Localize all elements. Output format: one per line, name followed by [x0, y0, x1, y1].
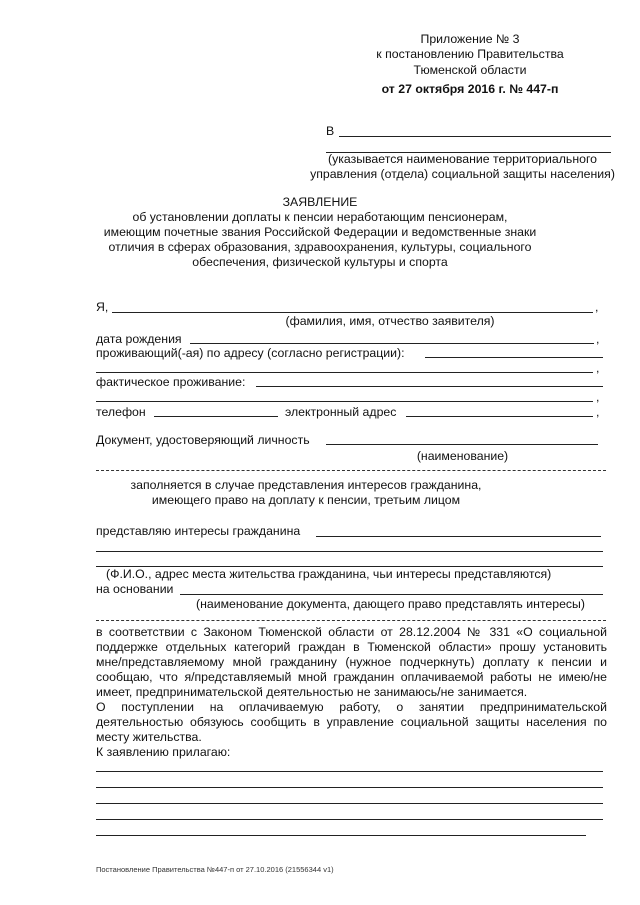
attachment-line-2[interactable]: [96, 787, 603, 788]
identity-document-hint: (наименование): [416, 449, 509, 463]
registration-address-line-1[interactable]: [425, 357, 603, 358]
body-p1-line-3: мне/представляемому мной гражданину (нужное подчеркнуть) доплату к пенсии и: [96, 655, 607, 669]
resolution-line: к постановлению Правительства: [376, 47, 564, 61]
actual-residence-label: фактическое проживание:: [96, 375, 246, 389]
subject-line-2: имеющим почетные звания Российской Федерации и ведомственные знаки: [103, 225, 537, 239]
attachments-label: К заявлению прилагаю:: [96, 745, 231, 759]
body-p2-line-2: деятельностью обязуюсь сообщить в управление социальной защиты населения по: [96, 715, 607, 729]
fio-comma: ,: [595, 300, 599, 314]
subject-line-4: обеспечения, физической культуры и спорта: [192, 255, 448, 269]
actual-residence-line-2[interactable]: [96, 401, 593, 402]
subject-line-1: об установлении доплаты к пенсии неработающим пенсионерам,: [132, 210, 508, 224]
body-p2-line-3: месту жительства.: [96, 730, 202, 744]
resolution-date-number: от 27 октября 2016 г. № 447-п: [381, 82, 559, 96]
email-comma: ,: [596, 405, 600, 419]
represented-citizen-line-2[interactable]: [96, 551, 603, 552]
attachment-line-1[interactable]: [96, 771, 603, 772]
body-p1-line-5: имеет, предпринимательской деятельностью не занимаюсь/не занимается.: [96, 685, 528, 699]
document-footer: Постановление Правительства №447-п от 27.10.2016 (21556344 v1): [96, 865, 334, 874]
birth-date-line[interactable]: [190, 343, 594, 344]
applicant-i-label: Я,: [96, 300, 109, 314]
representative-note-2: имеющего право на доплату к пенсии, третьим лицом: [151, 493, 461, 507]
represent-label: представляю интересы гражданина: [96, 524, 301, 538]
section-divider-2: [96, 620, 606, 621]
addressee-hint-1: (указывается наименование территориального: [327, 152, 598, 166]
birth-comma: ,: [596, 332, 600, 346]
body-p2-line-1: О поступлении на оплачиваемую работу, о занятии предпринимательской: [96, 700, 607, 714]
attachment-line-3[interactable]: [96, 803, 603, 804]
basis-label: на основании: [96, 582, 174, 596]
registration-address-line-2[interactable]: [96, 372, 593, 373]
body-p1-line-2: поддержке отдельных категорий граждан в Тюменской области» прошу установить: [96, 640, 607, 654]
body-p1-line-1: в соответствии с Законом Тюменской области от 28.12.2004 № 331 «О социальной: [96, 625, 607, 639]
birth-date-label: дата рождения: [96, 332, 182, 346]
region-line: Тюменской области: [413, 63, 527, 77]
identity-document-label: Документ, удостоверяющий личность: [96, 433, 310, 447]
actual-residence-line-1[interactable]: [256, 386, 603, 387]
section-divider: [96, 470, 606, 471]
applicant-fio-hint: (фамилия, имя, отчество заявителя): [285, 314, 495, 328]
representative-note-1: заполняется в случае представления интересов гражданина,: [130, 478, 482, 492]
body-p1-line-4: сообщаю, что я/представляемый мной гражданин оплачиваемой работы не имею/не: [96, 670, 607, 684]
represented-citizen-hint: (Ф.И.О., адрес места жительства гражданина, чьи интересы представляются): [106, 567, 552, 581]
attachment-line-4[interactable]: [96, 819, 603, 820]
email-line[interactable]: [406, 416, 593, 417]
basis-line[interactable]: [180, 594, 603, 595]
phone-label: телефон: [96, 405, 146, 419]
appendix-title: Приложение № 3: [420, 32, 520, 46]
basis-hint: (наименование документа, дающего право представлять интересы): [196, 597, 585, 611]
subject-line-3: отличия в сферах образования, здравоохранения, культуры, социального: [108, 240, 532, 254]
addressee-line-1[interactable]: [339, 136, 611, 137]
applicant-fio-line[interactable]: [112, 312, 593, 313]
address-comma: ,: [596, 361, 600, 375]
identity-document-line[interactable]: [326, 444, 598, 445]
represented-citizen-line-1[interactable]: [316, 536, 601, 537]
email-label: электронный адрес: [285, 405, 397, 419]
attachment-line-5[interactable]: [96, 835, 586, 836]
document-heading: ЗАЯВЛЕНИЕ: [282, 195, 358, 209]
addressee-hint-2: управления (отдела) социальной защиты населения): [310, 167, 615, 181]
phone-line[interactable]: [154, 416, 278, 417]
addressee-prefix: В: [326, 124, 335, 138]
registration-address-label: проживающий(-ая) по адресу (согласно регистрации):: [96, 346, 405, 360]
actual-comma: ,: [596, 390, 600, 404]
